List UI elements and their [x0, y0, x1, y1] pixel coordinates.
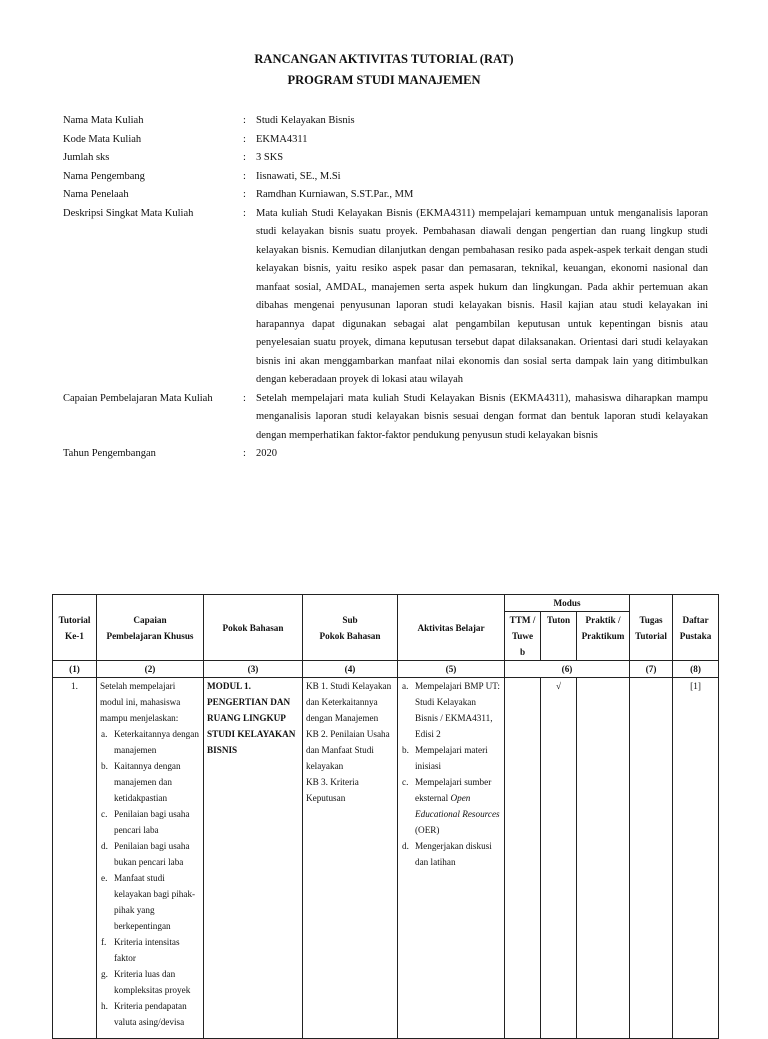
list-text: Kaitannya dengan manajemen dan ketidakpastian	[114, 761, 181, 803]
header-capaian	[97, 595, 204, 661]
list-text: Mengerjakan diskusi dan latihan	[415, 841, 492, 867]
sub-topic-kb1: KB 1. Studi Kelayakan dan Keterkaitannya dengan Manajemen	[306, 681, 392, 723]
header-pokok-bahasan: Pokok Bahasan	[204, 595, 303, 661]
header-praktik	[577, 612, 630, 661]
sub-topic-kb2: KB 2. Penilaian Usaha dan Manfaat Studi kelayakan	[306, 729, 390, 771]
header-daftar-pustaka	[673, 595, 719, 661]
info-colon: :	[243, 189, 246, 200]
col-number-4: (4)	[303, 661, 398, 678]
header-aktivitas: Aktivitas Belajar	[398, 595, 505, 661]
list-text: Kriteria intensitas faktor	[114, 937, 180, 963]
capaian-list	[100, 726, 200, 1030]
info-value: 2020	[256, 448, 277, 459]
list-item	[101, 934, 200, 966]
list-text-suffix: (OER)	[415, 825, 440, 835]
cell-pokok-bahasan: MODUL 1. PENGERTIAN DAN RUANG LINGKUP STUDI KELAYAKAN BISNIS	[204, 678, 303, 1039]
header-tuton: Tuton	[541, 612, 577, 661]
info-label: Nama Pengembang	[63, 170, 145, 182]
list-item	[101, 726, 200, 758]
header-daftar-line2: Pustaka	[679, 630, 712, 641]
header-tutorial	[53, 595, 97, 661]
info-label: Nama Mata Kuliah	[63, 115, 144, 126]
col-number-3: (3)	[204, 661, 303, 678]
info-label: Deskripsi Singkat Mata Kuliah	[63, 207, 194, 219]
list-item	[101, 966, 200, 998]
header-praktik-line2: Praktikum	[581, 631, 625, 641]
list-item	[101, 838, 200, 870]
info-label: Capaian Pembelajaran Mata Kuliah	[63, 392, 213, 404]
header-tutorial-line1: Tutorial	[58, 614, 91, 625]
info-value: 3 SKS	[256, 152, 284, 163]
aktivitas-list	[401, 678, 501, 870]
header-tugas-line1: Tugas	[639, 614, 663, 625]
list-marker: h.	[101, 1001, 108, 1011]
list-text: Kriteria luas dan kompleksitas proyek	[114, 969, 191, 995]
header-sub-pokok	[303, 595, 398, 661]
list-item	[101, 998, 200, 1030]
cell-sub-pokok	[303, 678, 398, 1039]
col-number-6: (6)	[505, 661, 630, 678]
document-subtitle: PROGRAM STUDI MANAJEMEN	[287, 73, 481, 87]
header-modus: Modus	[505, 595, 630, 612]
oer-italic-text: Open Educational Resources	[415, 793, 500, 819]
cell-capaian	[97, 678, 204, 1039]
col-number-5: (5)	[398, 661, 505, 678]
header-ttm-line3: b	[519, 647, 526, 657]
header-tugas-line2: Tutorial	[635, 630, 667, 641]
cell-tutorial-number: 1.	[53, 678, 97, 1039]
list-item	[101, 758, 200, 806]
info-colon: :	[243, 448, 246, 459]
info-row-developer	[63, 168, 708, 187]
list-text: Keterkaitannya dengan manajemen	[114, 729, 199, 755]
header-ttm-line1: TTM /	[509, 615, 536, 625]
info-label: Jumlah sks	[63, 152, 110, 163]
list-item	[101, 870, 200, 934]
cell-ttm	[505, 678, 541, 1039]
list-text: Mempelajari BMP UT: Studi Kelayakan Bisnis / EKMA4311, Edisi 2	[415, 681, 500, 739]
header-ttm	[505, 612, 541, 661]
info-label: Tahun Pengembangan	[63, 448, 156, 459]
col-number-8: (8)	[673, 661, 719, 678]
list-marker: g.	[101, 969, 108, 979]
list-text: Penilaian bagi usaha bukan pencari laba	[114, 841, 190, 867]
info-value: Studi Kelayakan Bisnis	[256, 115, 355, 126]
col-number-1: (1)	[53, 661, 97, 678]
list-item	[101, 806, 200, 838]
list-text: Mempelajari materi inisiasi	[415, 745, 488, 771]
cell-tugas	[630, 678, 673, 1039]
list-text: Kriteria pendapatan valuta asing/devisa	[114, 1001, 187, 1027]
info-colon: :	[243, 133, 246, 145]
col-number-7: (7)	[630, 661, 673, 678]
info-label: Nama Penelaah	[63, 189, 129, 200]
info-colon: :	[243, 152, 246, 163]
info-colon: :	[243, 207, 246, 219]
list-text: Mempelajari sumber eksternal	[415, 777, 492, 803]
list-marker: c.	[402, 777, 409, 787]
info-colon: :	[243, 115, 246, 126]
cell-aktivitas	[398, 678, 505, 1039]
list-text: Penilaian bagi usaha pencari laba	[114, 809, 190, 835]
info-row-year	[63, 445, 708, 464]
cell-tuton-check: √	[541, 678, 577, 1039]
info-label: Kode Mata Kuliah	[63, 133, 142, 145]
header-tugas	[630, 595, 673, 661]
info-value: EKMA4311	[256, 133, 308, 145]
header-tutorial-line2: Ke-1	[65, 630, 84, 641]
info-row-course-code	[63, 131, 708, 150]
info-value: Iisnawati, SE., M.Si	[256, 170, 341, 182]
list-marker: c.	[101, 809, 108, 819]
info-row-course-name	[63, 112, 708, 131]
capaian-intro: Setelah mempelajari modul ini, mahasiswa mampu menjelaskan:	[100, 681, 181, 723]
info-colon: :	[243, 170, 246, 182]
info-row-learning-outcome	[63, 390, 708, 446]
list-item	[402, 838, 501, 870]
info-row-credits	[63, 149, 708, 168]
header-praktik-line1: Praktik /	[585, 615, 621, 625]
header-capaian-line2: Pembelajaran Khusus	[106, 630, 194, 641]
list-marker: a.	[402, 681, 409, 691]
info-colon: :	[243, 392, 246, 404]
list-item	[402, 774, 501, 838]
info-row-description	[63, 205, 708, 390]
col-number-2: (2)	[97, 661, 204, 678]
info-value: Setelah mempelajari mata kuliah Studi Kelayakan Bisnis (EKMA4311), mahasiswa diharapkan mampu menganalisis laporan studi kelayakan bisnis sesuai dengan format dan bentuk laporan studi kelayakan dengan memperhatikan faktor-faktor pendukung penyusun studi kelayakan bisnis	[256, 392, 708, 441]
document-title: RANCANGAN AKTIVITAS TUTORIAL (RAT)	[254, 52, 514, 66]
cell-pustaka: [1]	[673, 678, 719, 1039]
list-marker: d.	[402, 841, 409, 851]
info-value: Ramdhan Kurniawan, S.ST.Par., MM	[256, 189, 414, 200]
course-info	[63, 112, 708, 464]
header-sub-line2: Pokok Bahasan	[319, 630, 381, 641]
header-capaian-line1: Capaian	[133, 614, 167, 625]
cell-praktik	[577, 678, 630, 1039]
sub-topic-kb3: KB 3. Kriteria Keputusan	[306, 777, 359, 803]
list-marker: d.	[101, 841, 108, 851]
list-marker: b.	[402, 745, 409, 755]
info-value: Mata kuliah Studi Kelayakan Bisnis (EKMA4311) mempelajari kemampuan untuk menganalisis laporan studi kelayakan bisnis suatu proyek. Pembahasan diawali dengan pengertian dan ruang lingkup studi kelayakan bisnis. Kemudian dilanjutkan dengan pembahasan resiko pada aspek-aspek terkait dengan studi kelayakan bisnis, yaitu resiko aspek pasar dan pemasaran, teknikal, keuangan, ekonomi nasional dan manfaat sosial, AMDAL, manajemen serta aspek hukum dan lingkungan. Pada akhir pertemuan akan dibahas mengenai penyusunan laporan studi kelayakan bisnis. Hasil kajian atau studi kelayakan ini harapannya dapat digunakan sebagai alat pengambilan keputusan untuk kepentingan bisnis atau penyelesaian suatu proyek, dimana keputusan tersebut dapat dilaksanakan. Orientasi dari studi kelayakan bisnis ini akan menggambarkan manfaat nilai ekonomis dan sosial serta dampak lain yang ditimbulkan dengan keberadaan proyek di lokasi atau wilayah	[256, 207, 708, 385]
list-marker: a.	[101, 729, 108, 739]
info-row-reviewer	[63, 186, 708, 205]
header-ttm-line2: Tuwe	[511, 631, 534, 641]
tutorial-plan-table	[52, 594, 719, 1039]
list-marker: b.	[101, 761, 108, 771]
table-row	[53, 678, 719, 1039]
list-text: Manfaat studi kelayakan bagi pihak-pihak yang berkepentingan	[114, 873, 196, 931]
header-daftar-line1: Daftar	[682, 614, 709, 625]
list-item	[402, 742, 501, 774]
header-sub-line1: Sub	[342, 614, 358, 625]
list-marker: f.	[101, 937, 107, 947]
list-item	[402, 678, 501, 742]
list-marker: e.	[101, 873, 108, 883]
